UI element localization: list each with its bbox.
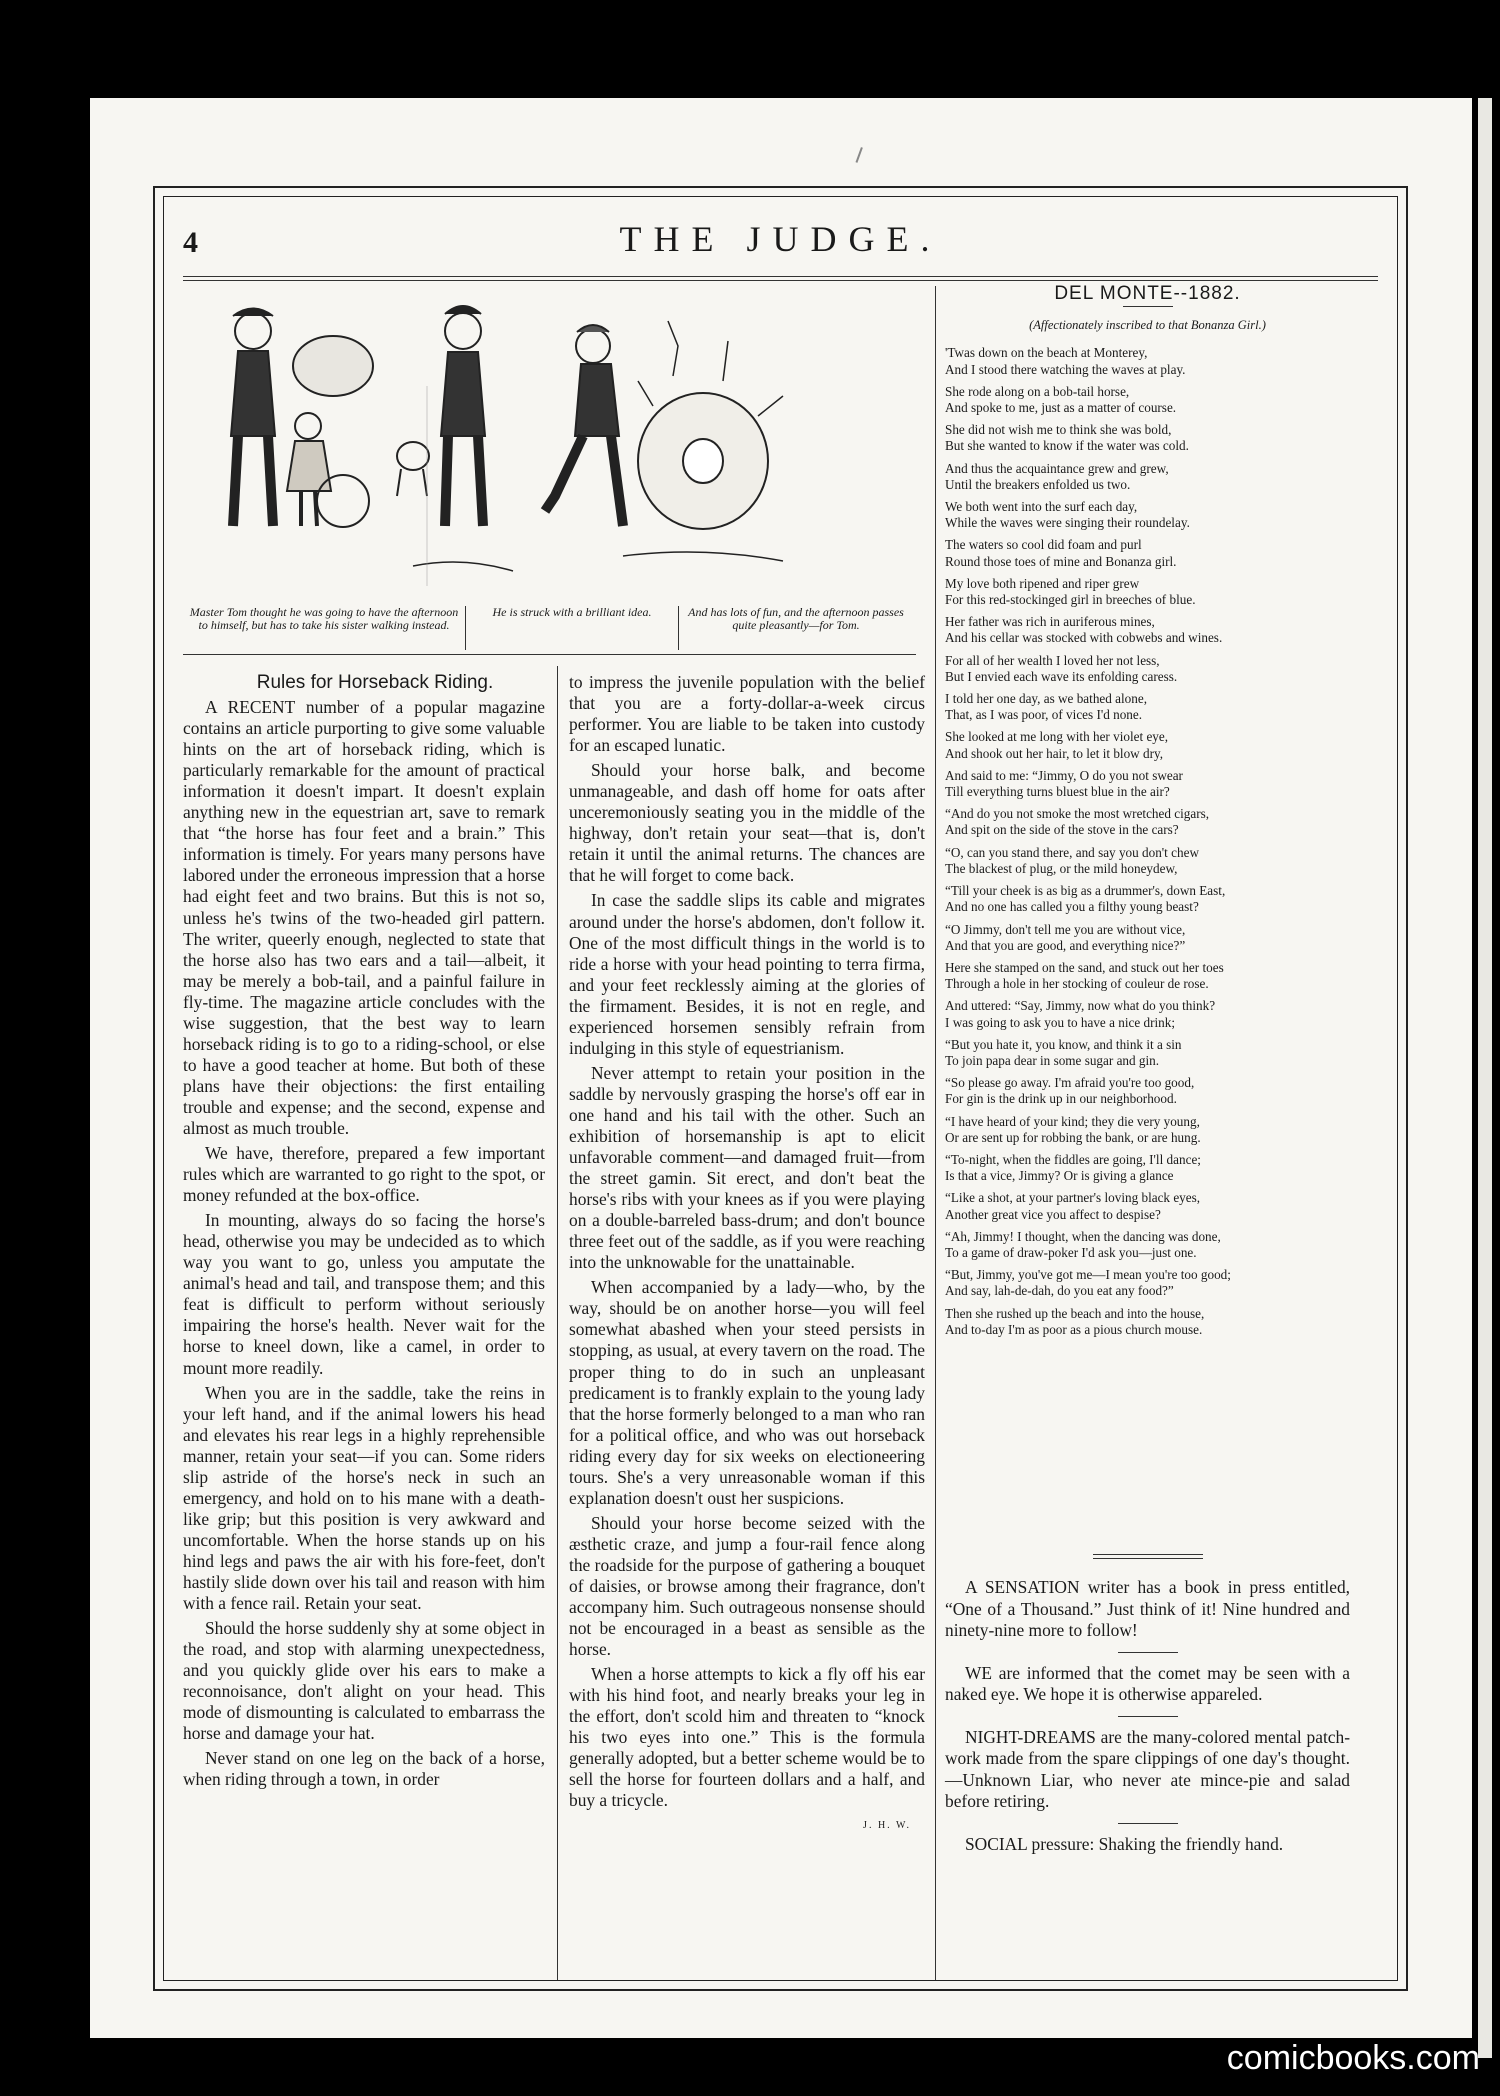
item-divider <box>1118 1716 1178 1717</box>
poem-line: “But, Jimmy, you've got me—I mean you're too good; <box>945 1267 1231 1283</box>
poem-line: Through a hole in her stocking of couleur de rose. <box>945 976 1209 992</box>
poem-line: To join papa dear in some sugar and gin. <box>945 1052 1160 1068</box>
article-paragraph: In mounting, always do so facing the horse's head, otherwise you may be undecided as to which way you want to go, unless you amputate the animal's head and tail, and transpose them; and this feat is difficult to perform without seriously impairing the horse's health. Never wait for the horse to kneel down, like a camel, in order to mount more readily. <box>183 1210 545 1378</box>
poem-line: And shook out her hair, to let it blow dry, <box>945 745 1164 761</box>
article-paragraph: Should the horse suddenly shy at some object in the road, and stop with alarming unexpectedness, and you quickly glide over his ears to make a reconnoisance, don't alight on your head. This mode of dismounting is calculated to embarrass the horse and damage your hat. <box>183 1618 545 1744</box>
poem-line: The blackest of plug, or the mild honeydew, <box>945 860 1178 876</box>
poem-line: Another great vice you affect to despise? <box>945 1206 1161 1222</box>
poem-line: While the waves were singing their roundelay. <box>945 515 1190 531</box>
poem-stanza <box>945 1075 1350 1107</box>
poem-stanza <box>945 768 1350 800</box>
poem-stanza <box>945 883 1350 915</box>
poem-line: Or are sent up for robbing the bank, or are hung. <box>945 1129 1201 1145</box>
page-number: 4 <box>183 226 198 259</box>
poem-line: I was going to ask you to have a nice drink; <box>945 1014 1175 1030</box>
article-title: Rules for Horseback Riding. <box>256 672 494 693</box>
poem-stanza <box>945 960 1350 992</box>
poem-dedication: (Affectionately inscribed to that Bonanza Girl.) <box>1029 318 1266 333</box>
poem-line: Is that a vice, Jimmy? Or is giving a glance <box>945 1168 1174 1184</box>
poem-stanza <box>945 729 1350 761</box>
poem-stanza <box>945 576 1350 608</box>
short-item: WE are informed that the comet may be seen with a naked eye. We hope it is otherwise appareled. <box>945 1662 1350 1704</box>
article-paragraph: We have, therefore, prepared a few important rules which are warranted to go right to the spot, or money refunded at the box-office. <box>183 1143 545 1206</box>
poem-line: And spoke to me, just as a matter of course. <box>945 400 1177 416</box>
poem-line: Here she stamped on the sand, and stuck out her toes <box>945 959 1224 975</box>
cartoon-bottom-rule <box>183 654 916 655</box>
column-rule-1 <box>557 666 558 1980</box>
poem <box>945 278 1350 1344</box>
poem-line: And his cellar was stocked with cobwebs and wines. <box>945 630 1223 646</box>
poem-stanza <box>945 922 1350 954</box>
poem-line: And thus the acquaintance grew and grew, <box>945 460 1169 476</box>
poem-line: To a game of draw-poker I'd ask you—just one. <box>945 1244 1197 1260</box>
article-signature: J. H. W. <box>863 1820 911 1832</box>
article-paragraph: A RECENT number of a popular magazine contains an article purporting to give some valuable hints on the art of horseback riding, which is particularly remarkable for the amount of practical information it doesn't impart. It doesn't explain anything new in the equestrian art, save to remark that “the horse has four feet and a brain.” This information is timely. For years many persons have labored under the erroneous impression that a horse had eight feet and two brains. But this is not so, unless he's twins of the two-headed girl pattern. The writer, queerly enough, neglected to state that the horse also has two ears and a tail—albeit, it may be merely a bob-tail, and a painful failure in fly-time. The magazine article concludes with the wise suggestion, that the best way to learn horseback riding is to go to a riding-school, or else to have a good teacher at home. But both of these plans have their objections: the first entailing trouble and expense; and the second, expense and almost as much trouble. <box>183 697 545 1138</box>
item-divider <box>1118 1823 1178 1824</box>
short-items <box>945 1554 1350 1855</box>
poem-line: For all of her wealth I loved her not less, <box>945 652 1160 668</box>
poem-stanza <box>945 653 1350 685</box>
poem-line: “Like a shot, at your partner's loving black eyes, <box>945 1190 1201 1206</box>
short-item: SOCIAL pressure: Shaking the friendly hand. <box>965 1833 1284 1854</box>
article-paragraph: Never attempt to retain your position in the saddle by nervously grasping the horse's off ear in one hand and his tail with the other. Such an exhibition of horsemanship is apt to elicit unfavorable comment—and damaged fruit—from the street gamin. Sit erect, and don't beat the horse's ribs with your knees as if you were playing on a double-barreled bass-drum; and don't bounce three feet out of the saddle, as if you were reaching into the unknowable for the unattainable. <box>569 1062 925 1273</box>
cartoon-strip <box>183 286 913 604</box>
poem-stanza <box>945 499 1350 531</box>
poem-line: 'Twas down on the beach at Monterey, <box>945 345 1148 361</box>
poem-stanzas <box>945 345 1350 1338</box>
section-divider <box>1093 1554 1203 1559</box>
poem-line: “O Jimmy, don't tell me you are without vice, <box>945 921 1186 937</box>
poem-line: And said to me: “Jimmy, O do you not swear <box>945 767 1183 783</box>
poem-line: And no one has called you a filthy young beast? <box>945 899 1199 915</box>
poem-stanza <box>945 691 1350 723</box>
article-paragraph: When a horse attempts to kick a fly off his ear with his hind foot, and nearly breaks your leg in the effort, don't scold him and threaten to “knock his two eyes into one.” This is the formula generally adopted, but a better scheme would be to sell the horse for fourteen dollars and a half, and buy a tricycle. <box>569 1664 925 1811</box>
poem-line: But she wanted to know if the water was cold. <box>945 438 1189 454</box>
poem-line: “Ah, Jimmy! I thought, when the dancing was done, <box>945 1228 1221 1244</box>
poem-stanza <box>945 614 1350 646</box>
poem-line: And spit on the side of the stove in the cars? <box>945 822 1179 838</box>
poem-line: “And do you not smoke the most wretched cigars, <box>945 806 1210 822</box>
poem-line: I told her one day, as we bathed alone, <box>945 691 1148 707</box>
poem-stanza <box>945 1114 1350 1146</box>
poem-stanza <box>945 998 1350 1030</box>
cartoon-captions <box>183 606 913 650</box>
poem-title-rule <box>1123 306 1173 307</box>
poem-line: Until the breakers enfolded us two. <box>945 476 1131 492</box>
poem-stanza <box>945 537 1350 569</box>
poem-line: And uttered: “Say, Jimmy, now what do you think? <box>945 998 1216 1014</box>
item-divider <box>1118 1652 1178 1653</box>
poem-line: She looked at me long with her violet eye, <box>945 729 1169 745</box>
caption-3: And has lots of fun, and the afternoon passes quite pleasantly—for Tom. <box>688 605 904 632</box>
site-watermark: comicbooks.com <box>1226 2039 1480 2077</box>
article-paragraph: In case the saddle slips its cable and migrates around under the horse's abdomen, don't follow it. One of the most difficult things in the world is to ride a horse with your head pointing to terra firma, and your feet recklessly aiming at the glories of the firmament. Besides, it is not en regle, and experienced horsemen sensibly refrain from indulging in this style of equestrianism. <box>569 890 925 1058</box>
poem-stanza <box>945 1267 1350 1299</box>
poem-line: Her father was rich in auriferous mines, <box>945 614 1155 630</box>
poem-stanza <box>945 1037 1350 1069</box>
poem-line: And I stood there watching the waves at play. <box>945 361 1186 377</box>
poem-line: And say, lah-de-dah, do you eat any food?” <box>945 1283 1174 1299</box>
poem-line: “I have heard of your kind; they die very young, <box>945 1113 1200 1129</box>
poem-line: “So please go away. I'm afraid you're too good, <box>945 1075 1195 1091</box>
article-column-1 <box>183 672 545 1794</box>
article-paragraph: to impress the juvenile population with the belief that you are a forty-dollar-a-week circus performer. You are liable to be taken into custody for an escaped lunatic. <box>569 672 925 756</box>
poem-line: Till everything turns bluest blue in the air? <box>945 784 1170 800</box>
article-paragraph: Never stand on one leg on the back of a horse, when riding through a town, in order <box>183 1748 545 1790</box>
article-paragraph: When you are in the saddle, take the reins in your left hand, and if the animal lowers his head and elevates his rear legs in a highly reprehensible manner, retain your seat—if you can. Some riders slip astride of the horse's neck in such an emergency, and hold on to his mane with a death-like grip; but this position is very awkward and uncomfortable. When the horse stands up on his hind legs and paws the air with his fore-feet, don't hastily slide down over his tail and reason with him with a fence rail. Retain your seat. <box>183 1382 545 1614</box>
poem-stanza <box>945 461 1350 493</box>
article-column-2 <box>569 672 925 1837</box>
next-page-edge <box>1478 98 1492 2058</box>
masthead: THE JUDGE. <box>619 219 942 259</box>
article-paragraph: When accompanied by a lady—who, by the way, should be on another horse—you will feel somewhat abashed when your steed persists in stopping, as usual, at every tavern on the road. The proper thing to do in such an unpleasant predicament is to frankly explain to the young lady that the horse formerly belonged to a man who ran for a political office, and who was out horseback riding every day for six weeks on electioneering tours. She's a very unreasonable woman if this explanation doesn't oust her suspicions. <box>569 1277 925 1508</box>
newspaper-page <box>90 98 1472 2038</box>
poem-stanza <box>945 1190 1350 1222</box>
poem-line: “Till your cheek is as big as a drummer's, down East, <box>945 883 1226 899</box>
poem-line: And that you are good, and everything nice?” <box>945 937 1186 953</box>
poem-line: Round those toes of mine and Bonanza girl. <box>945 553 1177 569</box>
poem-line: The waters so cool did foam and purl <box>945 537 1142 553</box>
poem-stanza <box>945 345 1350 377</box>
poem-line: She rode along on a bob-tail horse, <box>945 383 1130 399</box>
poem-line: “But you hate it, you know, and think it a sin <box>945 1036 1182 1052</box>
poem-stanza <box>945 1229 1350 1261</box>
poem-line: We both went into the surf each day, <box>945 499 1138 515</box>
poem-stanza <box>945 1306 1350 1338</box>
poem-line: She did not wish me to think she was bold, <box>945 422 1172 438</box>
column-rule-2 <box>935 286 936 1980</box>
poem-stanza <box>945 806 1350 838</box>
article-paragraph: Should your horse balk, and become unmanageable, and dash off home for oats after unceremoniously seating you in the middle of the highway, don't retain your seat—that is, don't retain it until the animal returns. The chances are that he will forget to come back. <box>569 760 925 886</box>
poem-line: But I envied each wave its enfolding caress. <box>945 668 1178 684</box>
poem-title: DEL MONTE--1882. <box>1054 283 1241 304</box>
masthead-rule <box>183 276 1378 277</box>
article-paragraph: Should your horse become seized with the æsthetic craze, and jump a four-rail fence along the roadside for the purpose of gathering a bouquet of daisies, or browse among their fragrance, don't accompany him. Such outrageous nonsense should not be encouraged in a beast as sensible as the horse. <box>569 1512 925 1660</box>
poem-stanza <box>945 1152 1350 1184</box>
page-frame <box>153 186 1408 1991</box>
poem-stanza <box>945 384 1350 416</box>
poem-line: For gin is the drink up in our neighborhood. <box>945 1091 1177 1107</box>
poem-line: That, as I was poor, of vices I'd none. <box>945 707 1143 723</box>
poem-line: “To-night, when the fiddles are going, I'll dance; <box>945 1151 1201 1167</box>
poem-line: Then she rushed up the beach and into the house, <box>945 1305 1205 1321</box>
scan-mark <box>856 147 869 165</box>
caption-1: Master Tom thought he was going to have the afternoon to himself, but has to take his sister walking instead. <box>189 605 459 632</box>
short-item: A SENSATION writer has a book in press entitled, “One of a Thousand.” Just think of it! Nine hundred and ninety-nine more to follow! <box>945 1577 1350 1640</box>
poem-line: And to-day I'm as poor as a pious church mouse. <box>945 1321 1203 1337</box>
poem-line: My love both ripened and riper grew <box>945 575 1140 591</box>
poem-stanza <box>945 422 1350 454</box>
poem-stanza <box>945 845 1350 877</box>
poem-line: For this red-stockinged girl in breeches of blue. <box>945 592 1196 608</box>
poem-line: “O, can you stand there, and say you don't chew <box>945 844 1199 860</box>
short-item: NIGHT-DREAMS are the many-colored mental patch-work made from the spare clippings of one day's thought.—Unknown Liar, who never ate mince-pie and salad before retiring. <box>945 1726 1350 1811</box>
caption-2: He is struck with a brilliant idea. <box>465 606 679 650</box>
